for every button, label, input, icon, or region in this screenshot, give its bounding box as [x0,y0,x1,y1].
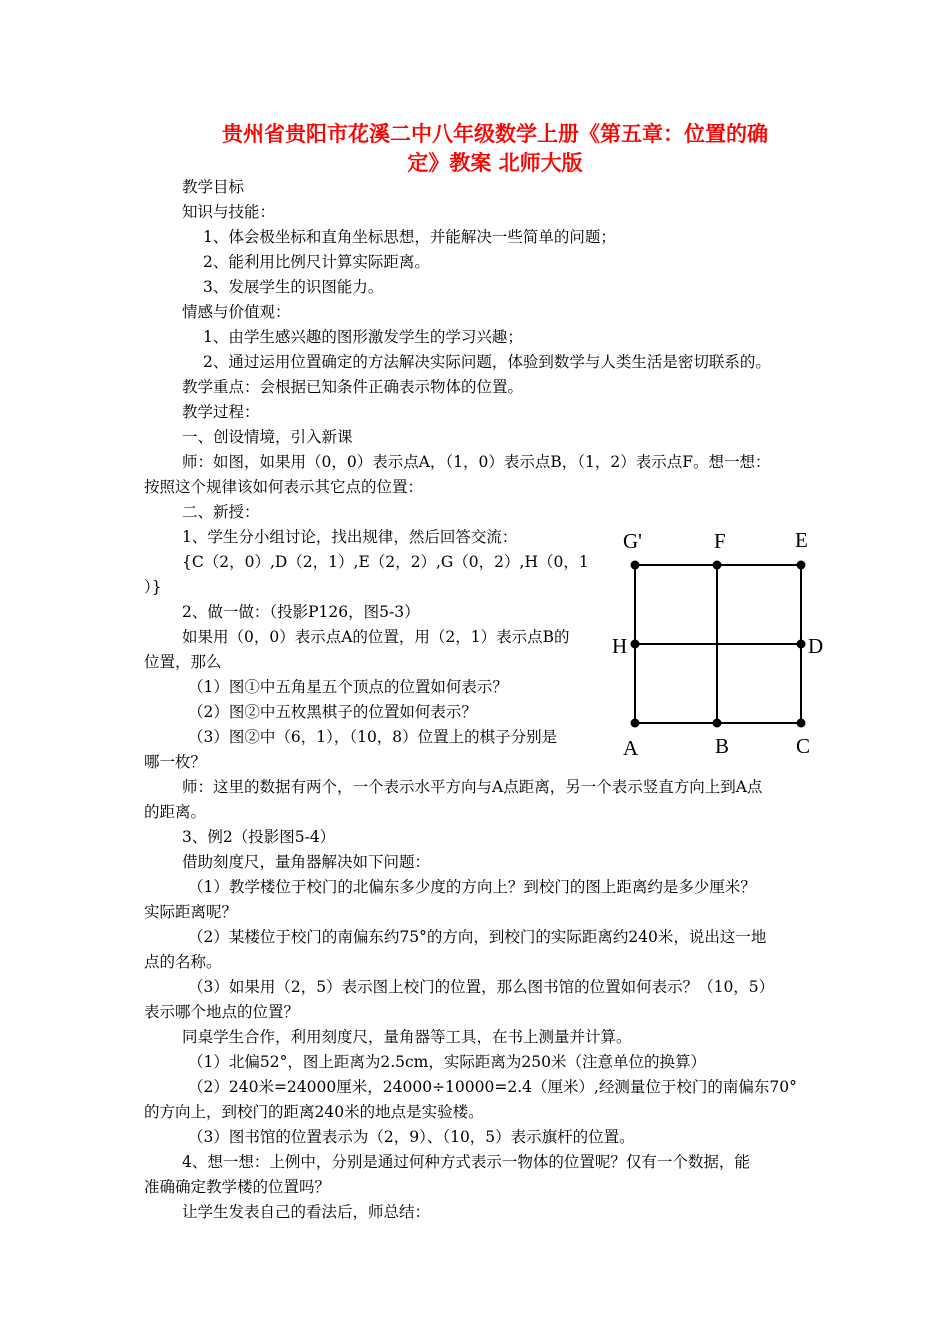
text-line: 情感与价值观： [182,303,291,321]
text-line: 师：如图，如果用（0，0）表示点A，（1，0）表示点B，（1，2）表示点F。想一想： [182,453,771,471]
text-line: 知识与技能： [182,203,276,221]
point-f [713,561,722,570]
text-line: 一、创设情境，引入新课 [182,428,353,446]
point-e [797,561,806,570]
text-line: 按照这个规律该如何表示其它点的位置： [144,478,424,496]
title-line-1: 贵州省贵阳市花溪二中八年级数学上册《第五章：位置的确 [222,122,768,146]
text-line: （2）240米=24000厘米，24000÷10000=2.4（厘米）,经测量位于校门的南偏东70° [188,1078,797,1096]
text-line: 2、通过运用位置确定的方法解决实际问题，体验到数学与人类生活是密切联系的。 [203,353,771,371]
text-line: （1）北偏52°，图上距离为2.5cm，实际距离为250米（注意单位的换算） [188,1053,706,1071]
grid-diagram [600,520,830,765]
text-line: （3）如果用（2，5）表示图上校门的位置，那么图书馆的位置如何表示？（10，5） [188,978,775,996]
text-line: 的方向上，到校门的距离240米的地点是实验楼。 [144,1103,484,1121]
grid-lines [635,565,801,723]
point-g [631,561,640,570]
text-line: （3）图②中（6，1），（10，8）位置上的棋子分别是 [188,728,558,746]
text-line: 3、例2（投影图5-4） [182,828,336,846]
text-line: 同桌学生合作，利用刻度尺，量角器等工具，在书上测量并计算。 [182,1028,632,1046]
text-line: 1、学生分小组讨论，找出规律，然后回答交流： [182,528,518,546]
text-line: 教学重点：会根据已知条件正确表示物体的位置。 [182,378,524,396]
point-a [631,719,640,728]
text-line: 位置，那么 [144,653,222,671]
text-line: （2）图②中五枚黑棋子的位置如何表示？ [188,703,477,721]
text-line: 点的名称。 [144,953,222,971]
text-line: 准确确定教学楼的位置吗？ [144,1178,331,1196]
text-line: （2）某楼位于校门的南偏东约75°的方向，到校门的实际距离约240米，说出这一地 [188,928,767,946]
text-line: 让学生发表自己的看法后，师总结： [182,1203,431,1221]
label-e: E [795,528,808,552]
point-h [631,640,640,649]
label-g: G' [623,529,642,553]
label-c: C [796,734,811,758]
label-f: F [714,529,726,553]
text-line: 2、做一做：（投影P126，图5-3） [182,603,420,621]
document-title [180,120,810,178]
text-line: （3）图书馆的位置表示为（2，9）、（10，5）表示旗杆的位置。 [188,1128,635,1146]
text-line: 二、新授： [182,503,260,521]
text-line: 哪一枚？ [144,753,207,771]
text-line: 实际距离呢？ [144,903,238,921]
text-line: 教学目标 [182,178,245,196]
text-line: 师：这里的数据有两个，一个表示水平方向与A点距离，另一个表示竖直方向上到A点 [182,778,763,796]
text-line: （1）图①中五角星五个顶点的位置如何表示？ [188,678,508,696]
title-line-2: 定》教案 北师大版 [407,151,583,175]
point-d [797,640,806,649]
text-line: 教学过程： [182,403,260,421]
text-line: ）} [144,578,162,596]
point-c [797,719,806,728]
label-d: D [808,634,824,658]
text-line: 的距离。 [144,803,207,821]
text-line: 1、体会极坐标和直角坐标思想，并能解决一些简单的问题； [203,228,616,246]
text-line: 表示哪个地点的位置？ [144,1003,300,1021]
point-b [713,719,722,728]
text-line: 4、想一想：上例中，分别是通过何种方式表示一物体的位置呢？仅有一个数据，能 [182,1153,750,1171]
text-line: 借助刻度尺，量角器解决如下问题： [182,853,431,871]
text-line: 2、能利用比例尺计算实际距离。 [203,253,430,271]
text-line: 3、发展学生的识图能力。 [203,278,384,296]
text-line: （1）教学楼位于校门的北偏东多少度的方向上？到校门的图上距离约是多少厘米？ [188,878,756,896]
label-h: H [612,634,628,658]
label-b: B [715,734,730,758]
text-line: {C（2，0）,D（2，1）,E（2，2）,G（0，2）,H（0，1 [182,553,589,571]
text-line: 如果用（0，0）表示点A的位置，用（2，1）表示点B的 [182,628,570,646]
text-line: 1、由学生感兴趣的图形激发学生的学习兴趣； [203,328,523,346]
label-a: A [623,736,639,760]
